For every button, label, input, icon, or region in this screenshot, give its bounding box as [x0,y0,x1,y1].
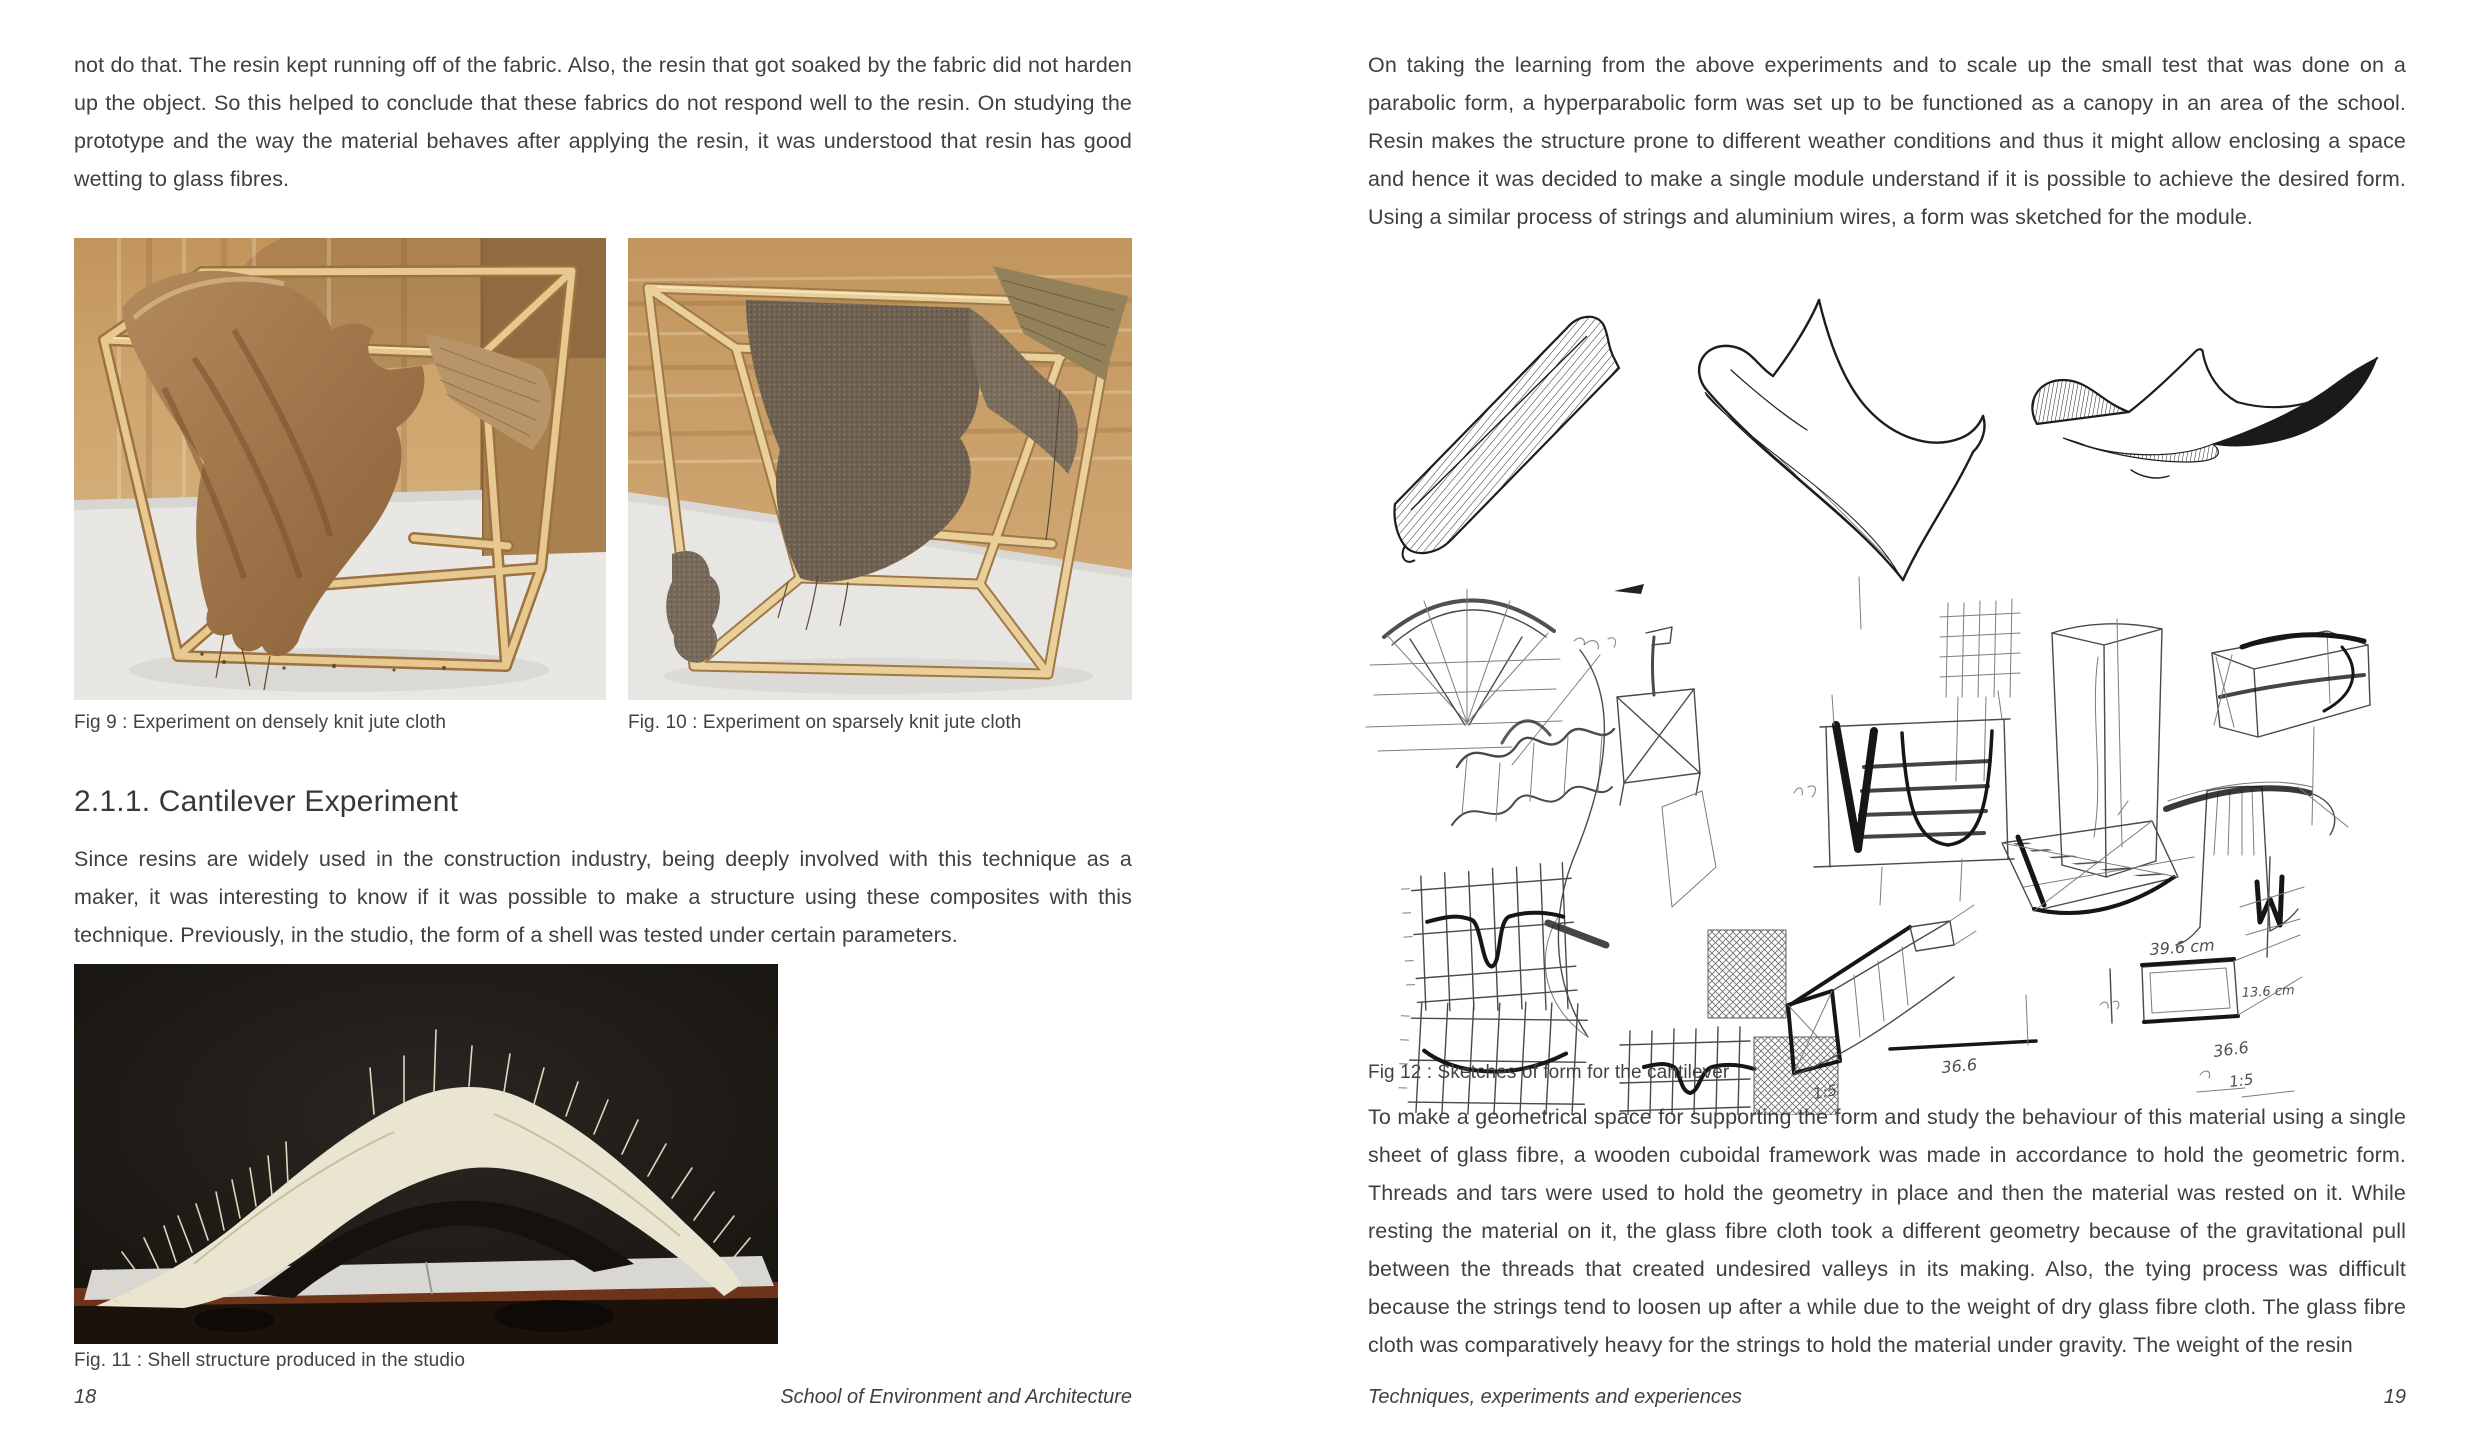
dimension-box-sketch [2100,935,2302,1023]
running-title-right: Techniques, experiments and experiences [1368,1386,1742,1408]
sling-form-sketch [2002,801,2178,913]
fig10-caption: Fig. 10 : Experiment on sparsely knit jute cloth [628,712,1022,733]
fig9-caption: Fig 9 : Experiment on densely knit jute cloth [74,712,447,733]
small-frame-sketch [1617,627,1700,805]
arrow-mark [1614,584,1644,594]
fig11-photo-illustration [74,964,778,1344]
faint-grid-sketch [1859,577,2020,781]
v-bowl-sketch [1794,691,2014,905]
page-number-right: 19 [2383,1386,2406,1408]
dim-c-label-1: 36.6 [1940,1054,1978,1077]
left-page-footer [74,1386,1132,1409]
right-page-footer [1368,1386,2406,1409]
left-section-paragraph: Since resins are widely used in the construction industry, being deeply involved with this technique as a maker, it was interesting to know if it was possible to make a structure using these composites with this technique. Previously, in the studio, the form of a shell was tested under certain parameters. [74,847,1132,947]
scale-label-2: 1:5 [2228,1070,2255,1091]
diagonal-beam-sketch [2166,727,2348,835]
fig10-photo [628,238,1132,700]
fig12-pencil-collage [1362,575,2422,1115]
dim-c-label-2: 36.6 [2212,1037,2250,1061]
fig12-saddle-sketches [1375,292,2415,582]
small-dip-grid-sketch [1620,930,1838,1115]
fan-cone-sketch [1366,589,1562,751]
baseline-annotations [1890,995,2294,1097]
m-mark-sketch [2240,857,2304,957]
scale-label-1: 1:5 [1811,1081,1839,1103]
left-page [0,0,1240,1447]
fig11-photo [74,964,778,1344]
tall-cuboid-sketch [2024,619,2194,887]
right-intro-paragraph: On taking the learning from the above experiments and to scale up the small test that was done on a parabolic form, a hyperparabolic form was set up to be functioned as a canopy in an area of the school. Resin makes the structure prone to different weather conditions and thus it might allow enclosing a space and hence it was decided to make a single module understand if it is possible to achieve the desired form. Using a similar process of strings and aluminium wires, a form was sketched for the module. [1368,53,2406,229]
left-intro-paragraph: not do that. The resin kept running off of the fabric. Also, the resin that got soaked by the fabric did not harden up the object. So this helped to conclude that these fabrics do not respond well to the resin. On studying the prototype and the way the material behaves after applying the resin, it was understood that resin has good wetting to glass fibres. [74,53,1132,191]
section-heading: 2.1.1. Cantilever Experiment [74,785,459,818]
right-body-paragraph: To make a geometrical space for supporting the form and study the behaviour of this material using a single sheet of glass fibre, a wooden cuboidal framework was made in accordance to hold the geometric form. Threads and tars were used to hold the geometry in place and then the material was rested on it. While resting the material on it, the glass fibre cloth took a different geometry because of the gravitational pull between the threads that created undesired valleys in its making. Also, the tying process was difficult because the strings tend to loosen up after a while due to the weight of dry glass fibre cloth. The glass fibre cloth was comparatively heavy for the strings to hold the material under gravity. The weight of the resin [1368,1105,2406,1357]
fig9-photo-illustration [74,238,606,700]
dim-a-label: 39.6 cm [2148,935,2216,959]
right-page [1240,0,2481,1447]
page-number-left: 18 [74,1386,97,1408]
long-curve-sketch [1545,650,1606,1037]
dim-b-label: 13.6 cm [2241,983,2296,1001]
scribble-note [1512,638,1616,765]
diamond-sketch [1662,791,1716,907]
saddle-sketches-illustration [1375,292,2415,582]
top-right-cuboid-sketch [2212,631,2370,737]
running-title-left: School of Environment and Architecture [780,1386,1132,1408]
fig11-caption: Fig. 11 : Shell structure produced in the studio [74,1350,465,1371]
pencil-collage-illustration [1362,575,2422,1115]
fig9-photo [74,238,606,700]
saddle-sketch-1 [1394,317,1619,562]
fig10-photo-illustration [628,238,1132,700]
fig12-caption: Fig 12 : Sketches of form for the cantilever [1368,1062,1730,1083]
wavy-profiles-sketch [1452,721,1614,825]
saddle-sketch-3 [2032,349,2377,478]
saddle-sketch-2 [1699,300,1984,580]
